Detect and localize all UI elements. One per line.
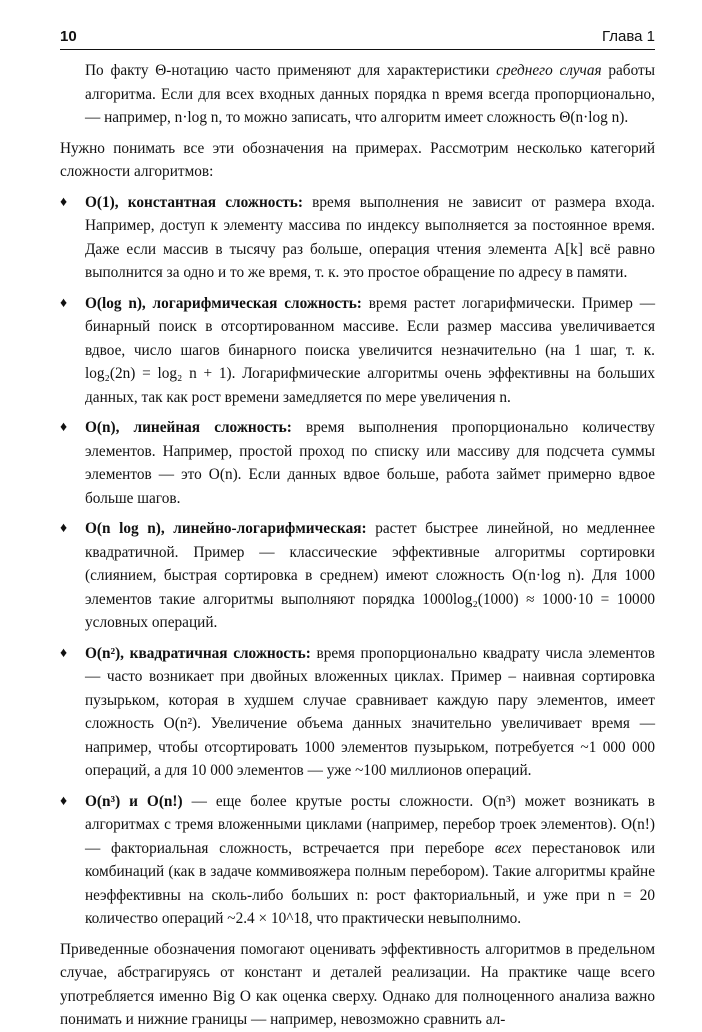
document-page	[60, 28, 655, 1032]
item-term: O(log n), логарифмическая сложность:	[85, 294, 362, 312]
complexity-list	[60, 191, 655, 931]
item-term: O(n³) и O(n!)	[85, 792, 183, 810]
item-text: перестановок или комбинаций (как в задаче коммивояжера полным перебором). Такие алгоритмы крайне неэффективны на сколь-либо больших n: рост факториальный, и уже при n = 20 количество операций ~2.4 × 10^18, что практически невыполнимо.	[85, 839, 656, 927]
diamond-bullet-icon: ♦	[60, 793, 68, 809]
page-header	[60, 28, 655, 50]
diamond-bullet-icon: ♦	[60, 295, 68, 311]
list-item	[60, 642, 655, 783]
theta-paragraph: По факту Θ-нотацию часто применяют для характеристики среднего случая работы алгоритма. Если для всех входных данных порядка n время всегда пропорционально, — например, n·log n, то можно записать, что алгоритм имеет сложность Θ(n·log n).	[85, 62, 655, 126]
list-item	[60, 517, 655, 635]
item-text: — еще более крутые росты сложности. O(n³) может возникать в алгоритмах с тремя вложенными циклами (например, перебор троек элементов). O(n!) — факториальная сложность, встречается при переборе	[85, 792, 655, 857]
item-text: время выполнения пропорционально количеству элементов. Например, простой проход по списку или массиву для подсчета суммы элементов — это O(n). Если данных вдвое больше, работа займет примерно вдвое больше шагов.	[85, 419, 655, 507]
item-term: O(n²), квадратичная сложность:	[85, 644, 311, 662]
item-term: O(1), константная сложность:	[85, 193, 303, 211]
conclusion-paragraph: Приведенные обозначения помогают оценивать эффективность алгоритмов в предельном случае, абстрагируясь от констант и деталей реализации. На практике чаще всего употребляется именно Big O как оценка сверху. Однако для полноценного анализа важно понимать и нижние границы — например, невозможно сравнить ал-	[60, 940, 655, 1028]
chapter-title: Глава 1	[601, 28, 655, 45]
list-item	[60, 790, 655, 931]
list-item	[60, 292, 655, 410]
item-term: O(n log n), линейно-логарифмическая:	[85, 520, 367, 537]
list-item	[60, 416, 655, 510]
item-text: время растет логарифмически. Пример — бинарный поиск в отсортированном массиве. Если размер массива увеличивается вдвое, число шагов бинарного поиска увеличится незначительно (на 1 шаг, т. к. log₂(2n) = log₂ n + 1). Логарифмические алгоритмы очень эффективны на больших данных, так как рост времени замедляется по мере увеличения n.	[85, 294, 655, 406]
page-number: 10	[60, 28, 77, 45]
diamond-bullet-icon: ♦	[60, 645, 68, 661]
item-text: время пропорционально квадрату числа элементов — часто возникает при двойных вложенных циклах. Пример – наивная сортировка пузырьком, которая в худшем случае сравнивает каждую пару элементов, имеет сложность O(n²). Увеличение объема данных значительно увеличивает время — например, чтобы отсортировать 1000 элементов пузырьком, потребуется ~1 000 000 операций, а для 10 000 элементов — уже ~100 миллионов операций.	[85, 644, 655, 779]
diamond-bullet-icon: ♦	[60, 420, 68, 435]
item-term: O(n), линейная сложность:	[85, 419, 292, 436]
emphasis-average-case: среднего случая	[496, 62, 602, 79]
diamond-bullet-icon: ♦	[60, 521, 68, 536]
item-text: время выполнения не зависит от размера входа. Например, доступ к элементу массива по индексу выполняется за постоянное время. Даже если массив в тысячу раз больше, операция чтения элемента A[k] всё равно выполнится за одно и то же время, т. к. это простое обращение по адресу в памяти.	[85, 193, 655, 281]
intro-paragraph: Нужно понимать все эти обозначения на примерах. Рассмотрим несколько категорий сложности алгоритмов:	[60, 139, 655, 180]
diamond-bullet-icon: ♦	[60, 194, 68, 210]
item-text: растет быстрее линейной, но медленнее квадратичной. Пример — классические эффективные алгоритмы сортировки (слиянием, быстрая сортировка в среднем) имеют сложность O(n·log n). Для 1000 элементов такие алгоритмы выполняют порядка 1000log₂(1000) ≈ 1000·10 = 10000 условных операций.	[85, 520, 655, 631]
list-item	[60, 191, 655, 285]
emphasis-all: всех	[494, 839, 522, 857]
page-body	[60, 59, 655, 1032]
